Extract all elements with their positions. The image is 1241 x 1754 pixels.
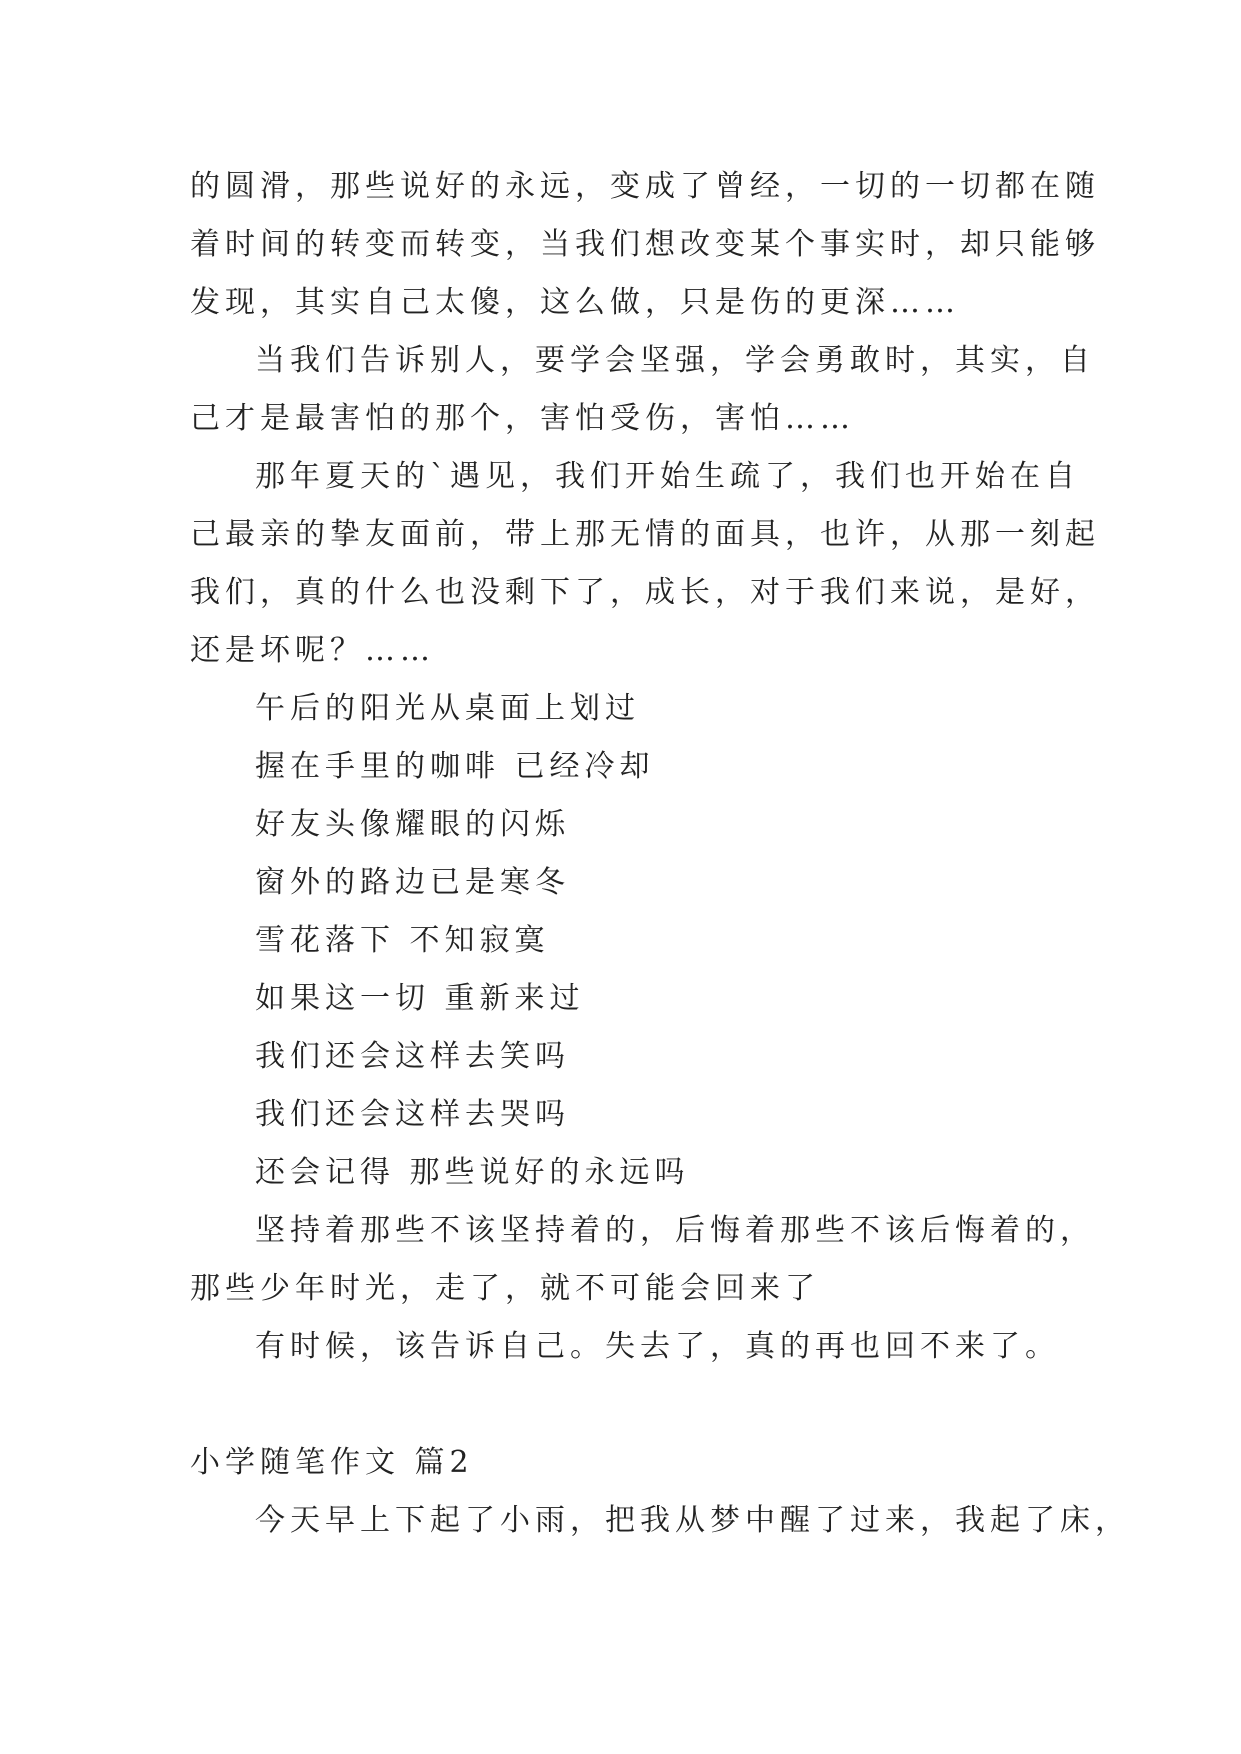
poem-line: 如果这一切 重新来过 — [255, 981, 585, 1016]
poem-line: 雪花落下 不知寂寞 — [255, 923, 550, 958]
text-line: 坚持着那些不该坚持着的，后悔着那些不该后悔着的， — [255, 1213, 1095, 1248]
document-body — [190, 158, 1130, 1550]
poem-line: 窗外的路边已是寒冬 — [255, 865, 570, 900]
poem-line: 好友头像耀眼的闪烁 — [255, 807, 570, 842]
poem-line: 还会记得 那些说好的永远吗 — [255, 1155, 690, 1190]
text-line: 当我们告诉别人，要学会坚强，学会勇敢时，其实，自 — [255, 343, 1095, 378]
poem-line: 握在手里的咖啡 已经冷却 — [255, 749, 655, 784]
text-line: 还是坏呢？…… — [190, 633, 435, 668]
text-line: 有时候，该告诉自己。失去了，真的再也回不来了。 — [255, 1329, 1060, 1364]
poem-line: 午后的阳光从桌面上划过 — [255, 691, 640, 726]
text-line: 那年夏天的`遇见，我们开始生疏了，我们也开始在自 — [255, 459, 1080, 494]
text-line: 己最亲的挚友面前，带上那无情的面具，也许，从那一刻起 — [190, 517, 1100, 552]
text-line: 己才是最害怕的那个，害怕受伤，害怕…… — [190, 401, 855, 436]
text-line: 着时间的转变而转变，当我们想改变某个事实时，却只能够 — [190, 227, 1100, 262]
section-title: 小学随笔作文 篇2 — [190, 1445, 474, 1480]
section-spacer — [190, 1376, 1060, 1434]
text-line: 发现，其实自己太傻，这么做，只是伤的更深…… — [190, 285, 960, 320]
text-line: 我们，真的什么也没剩下了，成长，对于我们来说，是好， — [190, 575, 1100, 610]
poem-line: 我们还会这样去笑吗 — [255, 1039, 570, 1074]
text-line: 的圆滑，那些说好的永远，变成了曾经，一切的一切都在随 — [190, 169, 1100, 204]
paragraph-start: 今天早上下起了小雨，把我从梦中醒了过来，我起了床， — [255, 1503, 1130, 1538]
poem-line: 我们还会这样去哭吗 — [255, 1097, 570, 1132]
text-line: 那些少年时光，走了，就不可能会回来了 — [190, 1271, 820, 1306]
